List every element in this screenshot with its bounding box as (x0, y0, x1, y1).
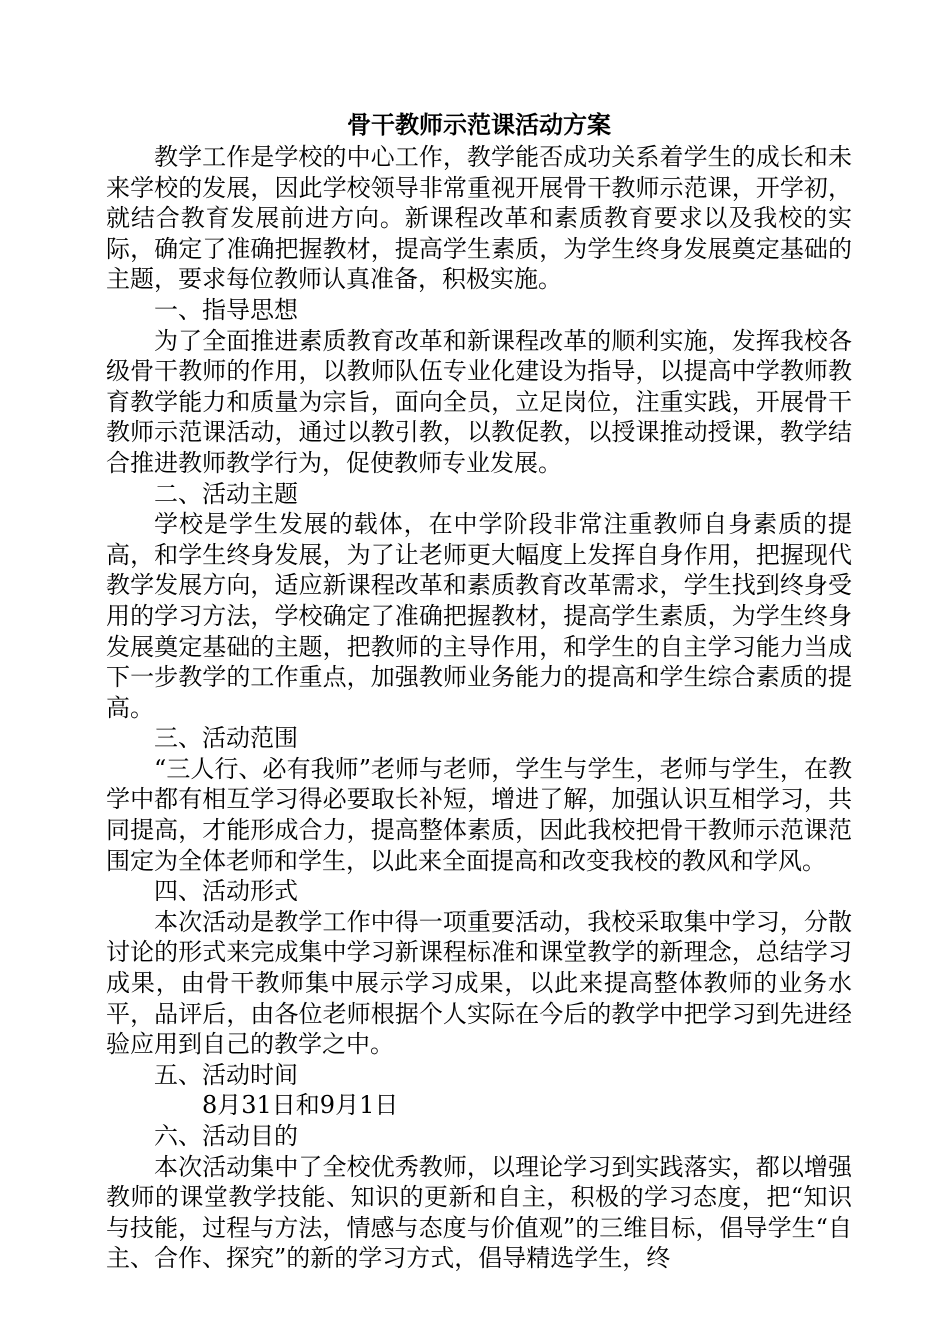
section-heading-activity-form: 四、活动形式 (154, 877, 298, 906)
section-body-guiding-ideology: 为了全面推进素质教育改革和新课程改革的顺利实施，发挥我校各级骨干教师的作用，以教师队伍专业化建设为指导，以提高中学教师教育教学能力和质量为宗旨，面向全员，立足岗位，注重实践，开展骨干教师示范课活动，通过以教引教，以教促教，以授课推动授课，教学结合推进教师教学行为，促使教师专业发展。 (106, 326, 852, 477)
section-heading-activity-scope: 三、活动范围 (154, 724, 298, 753)
section-body-activity-theme: 学校是学生发展的载体，在中学阶段非常注重教师自身素质的提高，和学生终身发展，为了让老师更大幅度上发挥自身作用，把握现代教学发展方向，适应新课程改革和素质教育改革需求，学生找到终身受用的学习方法，学校确定了准确把握教材，提高学生素质，为学生终身发展奠定基础的主题，把教师的主导作用，和学生的自主学习能力当成下一步教学的工作重点，加强教师业务能力的提高和学生综合素质的提高。 (106, 510, 852, 722)
intro-paragraph: 教学工作是学校的中心工作，教学能否成功关系着学生的成长和未来学校的发展，因此学校领导非常重视开展骨干教师示范课，开学初，就结合教育发展前进方向。新课程改革和素质教育要求以及我校的实际，确定了准确把握教材，提高学生素质，为学生终身发展奠定基础的主题，要求每位教师认真准备，积极实施。 (106, 143, 852, 294)
section-heading-activity-time: 五、活动时间 (154, 1060, 298, 1089)
section-body-activity-purpose: 本次活动集中了全校优秀教师，以理论学习到实践落实，都以增强教师的课堂教学技能、知识的更新和自主，积极的学习态度，把“知识与技能，过程与方法，情感与态度与价值观”的三维目标，倡导学生“自主、合作、探究”的新的学习方式，倡导精选学生，终 (106, 1152, 852, 1273)
document-page (106, 108, 852, 1274)
section-body-activity-form: 本次活动是教学工作中得一项重要活动，我校采取集中学习，分散讨论的形式来完成集中学习新课程标准和课堂教学的新理念，总结学习成果，由骨干教师集中展示学习成果，以此来提高整体教师的业务水平，品评后，由各位老师根据个人实际在今后的教学中把学习到先进经验应用到自己的教学之中。 (106, 907, 852, 1059)
section-heading-activity-theme: 二、活动主题 (154, 479, 298, 508)
section-body-activity-time: 8月31日和9月1日 (202, 1091, 399, 1120)
section-heading-guiding-ideology: 一、指导思想 (154, 295, 298, 324)
section-heading-activity-purpose: 六、活动目的 (154, 1122, 298, 1150)
document-title: 骨干教师示范课活动方案 (347, 110, 611, 139)
section-body-activity-scope: “三人行、必有我师”老师与老师，学生与学生，老师与学生，在教学中都有相互学习得必要取长补短，增进了解，加强认识互相学习，共同提高，才能形成合力，提高整体素质，因此我校把骨干教师示范课范围定为全体老师和学生，以此来全面提高和改变我校的教风和学风。 (106, 754, 852, 875)
